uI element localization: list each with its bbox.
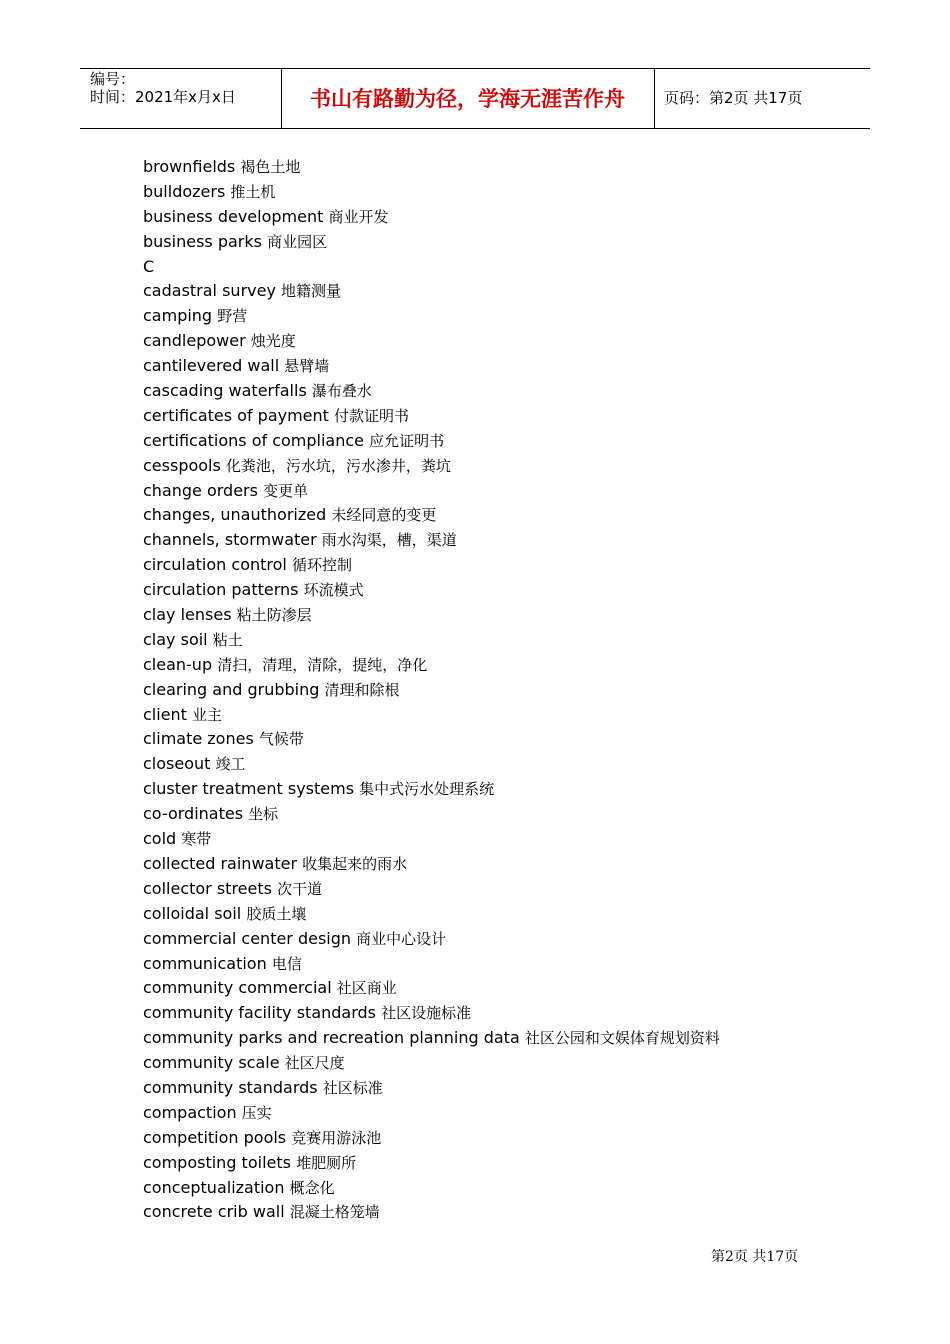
glossary-entry (143, 603, 720, 628)
entry-translation: 社区尺度 (284, 1054, 345, 1073)
glossary-entry (143, 927, 720, 952)
entry-translation: 收集起来的雨水 (302, 854, 408, 873)
entry-term: collected rainwater (143, 853, 298, 873)
glossary-entry (143, 155, 720, 180)
header-info-cell (80, 69, 282, 128)
glossary-entry (143, 379, 720, 404)
glossary-entry (143, 279, 720, 304)
glossary-entry (143, 678, 720, 703)
entry-translation: 商业开发 (328, 207, 389, 226)
entry-translation: 变更单 (263, 481, 309, 500)
entry-translation: 清扫，清理，清除，提纯，净化 (217, 655, 428, 674)
glossary-entry (143, 404, 720, 429)
entry-term: changes, unauthorized (143, 505, 327, 525)
header-page-cell (654, 69, 870, 128)
glossary-entry (143, 1051, 720, 1076)
entry-translation: 坐标 (248, 805, 279, 824)
glossary-entry (143, 255, 720, 280)
entry-term: clay lenses (143, 605, 232, 625)
entry-term: community commercial (143, 978, 332, 998)
entry-term: change orders (143, 480, 258, 500)
entry-translation: 胶质土壤 (246, 904, 307, 923)
glossary-entry (143, 329, 720, 354)
entry-translation: 化粪池，污水坑，污水渗井，粪坑 (225, 456, 451, 475)
entry-translation: 粘土防渗层 (236, 606, 312, 625)
entry-term: client (143, 704, 187, 724)
entry-translation: 付款证明书 (334, 406, 410, 425)
entry-term: commercial center design (143, 928, 352, 948)
entry-term: climate zones (143, 729, 254, 749)
entry-term: bulldozers (143, 181, 226, 201)
entry-term: closeout (143, 754, 211, 774)
glossary-entry (143, 628, 720, 653)
entry-term: clay soil (143, 629, 208, 649)
entry-translation: 悬臂墙 (284, 357, 330, 376)
entry-term: conceptualization (143, 1177, 285, 1197)
entry-translation: 集中式污水处理系统 (359, 780, 495, 799)
glossary-entry (143, 1101, 720, 1126)
glossary-entry (143, 578, 720, 603)
entry-term: community scale (143, 1053, 280, 1073)
document-number-label: 编号： (90, 70, 136, 88)
glossary-entry (143, 1151, 720, 1176)
entry-term: channels, stormwater (143, 530, 317, 550)
entry-translation: 次干道 (277, 879, 323, 898)
glossary-entry (143, 553, 720, 578)
entry-term: circulation control (143, 555, 287, 575)
glossary-entry (143, 727, 720, 752)
entry-translation: 循环控制 (291, 556, 352, 575)
glossary-entry (143, 1026, 720, 1051)
glossary-entry (143, 653, 720, 678)
entry-translation: 商业中心设计 (356, 929, 447, 948)
entry-term: cold (143, 829, 177, 849)
entry-term: competition pools (143, 1127, 287, 1147)
entry-translation: 商业园区 (267, 232, 328, 251)
header-motto-cell (281, 69, 655, 128)
entry-translation: 清理和除根 (324, 680, 400, 699)
entry-term: collector streets (143, 878, 272, 898)
entry-term: cantilevered wall (143, 356, 280, 376)
entry-term: composting toilets (143, 1152, 291, 1172)
entry-term: concrete crib wall (143, 1202, 285, 1222)
glossary-entry (143, 180, 720, 205)
entry-term: C (143, 256, 155, 276)
entry-translation: 烛光度 (250, 332, 296, 351)
entry-term: candlepower (143, 331, 246, 351)
footer-page-number: 第2页 共17页 (711, 1249, 799, 1265)
entry-translation: 社区商业 (336, 979, 397, 998)
glossary-entry (143, 777, 720, 802)
entry-term: cascading waterfalls (143, 381, 307, 401)
entry-term: business parks (143, 231, 262, 251)
glossary-entry (143, 429, 720, 454)
glossary-entry (143, 902, 720, 927)
entry-translation: 混凝土格笼墙 (289, 1203, 380, 1222)
glossary-entry (143, 827, 720, 852)
entry-term: clean-up (143, 654, 213, 674)
entry-translation: 粘土 (212, 630, 243, 649)
entry-translation: 野营 (217, 307, 248, 326)
glossary-entry (143, 230, 720, 255)
entry-translation: 社区公园和文娱体育规划资料 (524, 1029, 720, 1048)
page-header (80, 68, 870, 129)
entry-translation: 竞赛用游泳池 (291, 1128, 382, 1147)
glossary-entry (143, 1126, 720, 1151)
glossary-entry (143, 354, 720, 379)
glossary-list (143, 155, 720, 1225)
entry-term: cesspools (143, 455, 221, 475)
entry-translation: 环流模式 (303, 581, 364, 600)
glossary-entry (143, 528, 720, 553)
entry-term: certifications of compliance (143, 430, 364, 450)
entry-term: camping (143, 306, 213, 326)
document-time-label: 时间：2021年x月x日 (90, 88, 236, 106)
entry-translation: 堆肥厕所 (296, 1153, 357, 1172)
entry-term: business development (143, 206, 324, 226)
entry-translation: 推土机 (230, 182, 276, 201)
entry-translation: 竣工 (215, 755, 246, 774)
header-page-number: 页码：第2页 共17页 (664, 89, 803, 107)
glossary-entry (143, 802, 720, 827)
entry-translation: 地籍测量 (281, 282, 342, 301)
entry-translation: 未经同意的变更 (331, 506, 437, 525)
entry-term: clearing and grubbing (143, 679, 320, 699)
entry-term: cluster treatment systems (143, 779, 355, 799)
entry-term: brownfields (143, 157, 236, 176)
entry-translation: 应允证明书 (369, 431, 445, 450)
glossary-entry (143, 205, 720, 230)
glossary-entry (143, 503, 720, 528)
entry-translation: 业主 (192, 705, 223, 724)
entry-term: community parks and recreation planning data (143, 1028, 520, 1048)
entry-translation: 压实 (241, 1103, 272, 1122)
entry-term: certificates of payment (143, 405, 329, 425)
glossary-entry (143, 304, 720, 329)
entry-term: co-ordinates (143, 804, 244, 824)
entry-translation: 电信 (271, 954, 302, 973)
entry-translation: 概念化 (289, 1178, 335, 1197)
glossary-entry (143, 852, 720, 877)
entry-term: cadastral survey (143, 281, 276, 301)
glossary-entry (143, 703, 720, 728)
entry-term: community facility standards (143, 1003, 377, 1023)
entry-term: circulation patterns (143, 580, 299, 600)
glossary-entry (143, 454, 720, 479)
glossary-entry (143, 1001, 720, 1026)
entry-translation: 气候带 (258, 730, 304, 749)
entry-translation: 社区标准 (322, 1078, 383, 1097)
header-motto: 书山有路勤为径，学海无涯苦作舟 (310, 87, 625, 111)
glossary-entry (143, 952, 720, 977)
glossary-entry (143, 976, 720, 1001)
glossary-entry (143, 1076, 720, 1101)
entry-term: colloidal soil (143, 903, 242, 923)
entry-translation: 寒带 (181, 830, 212, 849)
glossary-entry (143, 752, 720, 777)
entry-translation: 雨水沟渠，槽，渠道 (321, 531, 457, 550)
glossary-entry (143, 479, 720, 504)
glossary-entry (143, 1200, 720, 1225)
glossary-entry (143, 877, 720, 902)
entry-translation: 瀑布叠水 (311, 382, 372, 401)
entry-translation: 褐色土地 (240, 158, 301, 176)
entry-term: communication (143, 953, 267, 973)
glossary-entry (143, 1176, 720, 1201)
entry-term: community standards (143, 1077, 318, 1097)
entry-translation: 社区设施标准 (381, 1004, 472, 1023)
entry-term: compaction (143, 1102, 237, 1122)
